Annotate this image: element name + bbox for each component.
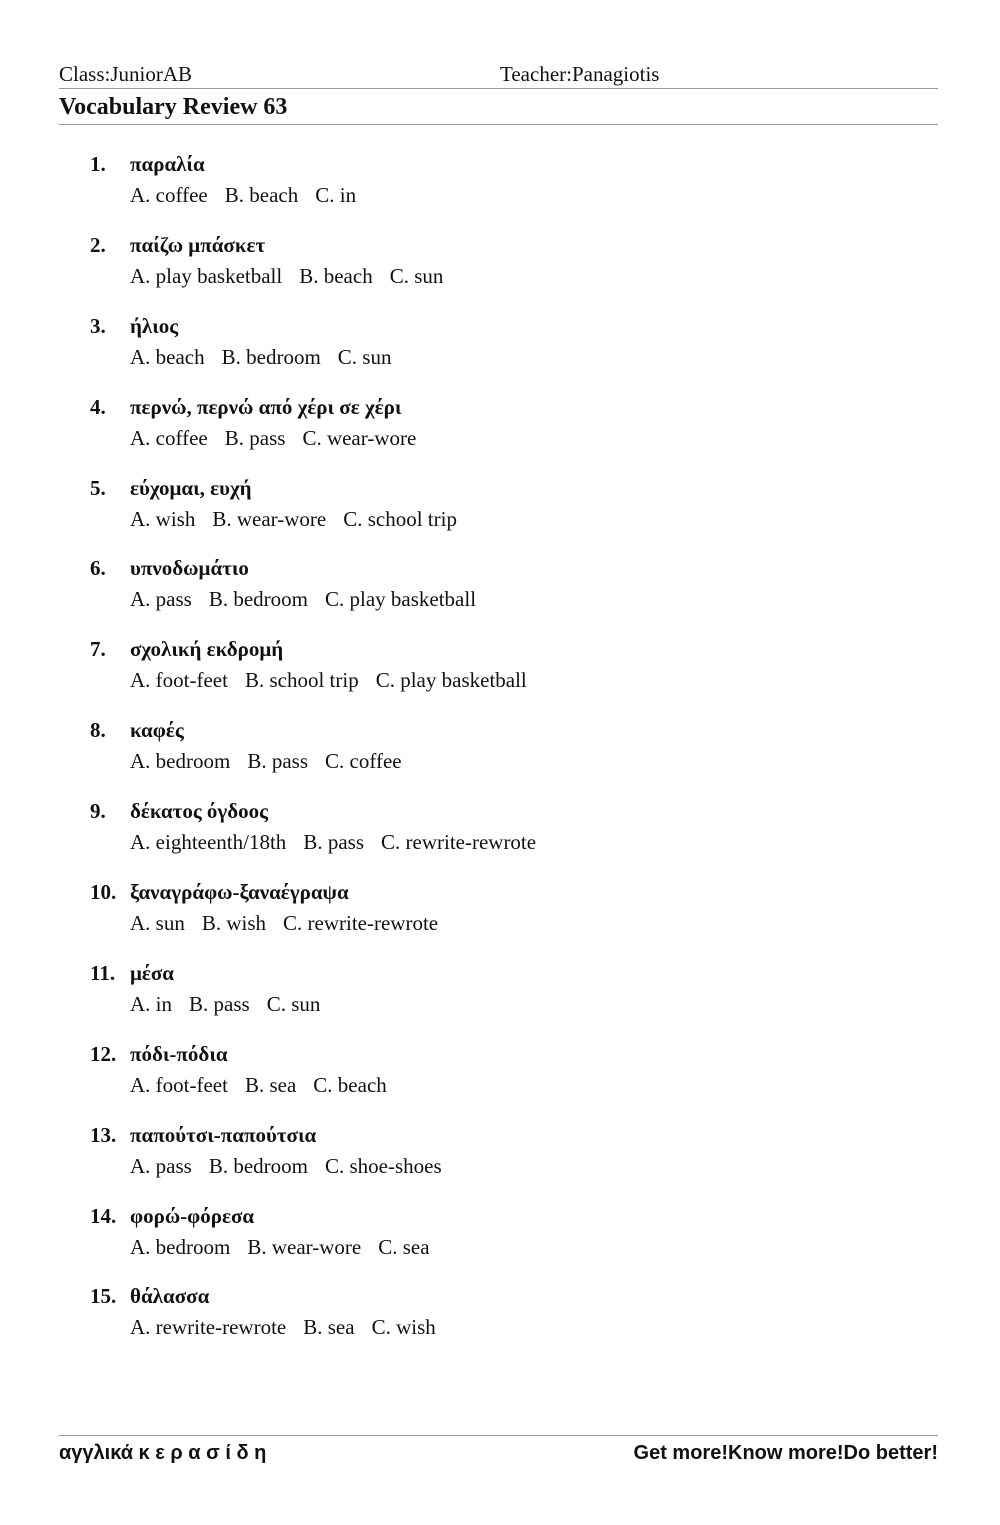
question-number: 11. — [90, 960, 116, 985]
answer-option[interactable]: C. in — [315, 183, 357, 207]
question-item — [90, 635, 790, 716]
question-item — [90, 554, 790, 635]
page-footer — [59, 1435, 938, 1476]
answer-options — [130, 505, 474, 533]
answer-option[interactable]: C. play basketball — [375, 668, 527, 693]
title-bar — [59, 92, 938, 125]
question-number: 4. — [90, 394, 106, 419]
answer-option[interactable]: B. pass — [224, 425, 286, 450]
question-word: δέκατος όγδοος — [130, 799, 269, 824]
answer-option[interactable]: C. beach — [313, 1072, 387, 1097]
answer-option[interactable]: A. eighteenth/18th — [130, 830, 287, 855]
question-item — [90, 1121, 790, 1202]
question-word: καφές — [130, 718, 184, 743]
answer-options — [130, 1152, 459, 1180]
answer-option[interactable]: B. pass — [189, 991, 250, 1016]
answer-option[interactable]: B. wish — [201, 911, 267, 936]
answer-option[interactable]: A. foot-feet — [130, 1072, 228, 1097]
question-number: 9. — [90, 799, 106, 824]
footer-brand: αγγλικά κ ε ρ α σ ί δ η — [59, 1442, 267, 1464]
answer-option[interactable]: B. wear-wore — [247, 1234, 362, 1259]
answer-option[interactable]: C. rewrite-rewrote — [381, 830, 537, 855]
answer-option[interactable]: C. school trip — [343, 506, 457, 531]
question-word: παίζω μπάσκετ — [130, 232, 266, 257]
answer-options — [130, 585, 493, 613]
answer-option[interactable]: A. foot-feet — [130, 668, 228, 693]
question-word: ήλιος — [130, 313, 179, 338]
answer-option[interactable]: A. sun — [130, 911, 185, 936]
question-item — [90, 797, 790, 878]
answer-option[interactable]: A. wish — [130, 506, 196, 531]
answer-option[interactable]: A. beach — [130, 344, 205, 369]
question-word: θάλασσα — [130, 1284, 210, 1309]
answer-options — [130, 990, 337, 1018]
question-item — [90, 312, 790, 393]
question-item — [90, 1040, 790, 1121]
question-number: 8. — [90, 718, 106, 743]
answer-option[interactable]: B. pass — [247, 749, 309, 774]
answer-option[interactable]: B. beach — [299, 263, 373, 288]
answer-option[interactable]: C. shoe-shoes — [325, 1153, 442, 1178]
answer-option[interactable]: C. sun — [337, 344, 392, 369]
question-item — [90, 231, 790, 312]
question-number: 5. — [90, 475, 106, 500]
answer-options — [130, 1233, 447, 1261]
question-number: 13. — [90, 1122, 117, 1147]
question-item — [90, 716, 790, 797]
answer-options — [130, 666, 544, 694]
answer-option[interactable]: A. bedroom — [130, 749, 231, 774]
question-number: 14. — [90, 1203, 117, 1228]
answer-option[interactable]: A. play basketball — [130, 263, 283, 288]
question-number: 2. — [90, 232, 106, 257]
answer-option[interactable]: C. wish — [371, 1315, 436, 1340]
answer-options — [130, 909, 455, 937]
question-item — [90, 1202, 790, 1283]
class-label: Class:JuniorAB — [59, 62, 193, 86]
page-title: Vocabulary Review 63 — [59, 94, 288, 120]
teacher-label: Teacher:Panagiotis — [500, 62, 660, 86]
footer-slogan: Get more!Know more!Do better! — [633, 1442, 938, 1464]
question-item — [90, 150, 790, 231]
answer-option[interactable]: B. bedroom — [208, 1153, 308, 1178]
question-number: 12. — [90, 1041, 117, 1066]
answer-option[interactable]: B. sea — [303, 1315, 355, 1340]
answer-option[interactable]: B. pass — [303, 830, 364, 855]
question-number: 1. — [90, 152, 106, 176]
question-number: 7. — [90, 637, 106, 662]
question-word: ξαναγράφω-ξαναέγραψα — [130, 880, 349, 905]
answer-option[interactable]: C. play basketball — [325, 587, 477, 612]
answer-option[interactable]: A. in — [130, 991, 172, 1016]
answer-option[interactable]: A. coffee — [130, 425, 208, 450]
answer-option[interactable]: A. coffee — [130, 183, 208, 207]
answer-option[interactable]: B. sea — [244, 1072, 297, 1097]
question-word: παπούτσι-παπούτσια — [130, 1122, 317, 1147]
answer-options — [130, 262, 460, 290]
answer-option[interactable]: C. wear-wore — [302, 425, 417, 450]
answer-option[interactable]: A. pass — [130, 587, 192, 612]
question-item — [90, 474, 790, 555]
question-item — [90, 959, 790, 1040]
question-word: μέσα — [130, 960, 175, 985]
answer-option[interactable]: C. sun — [389, 263, 444, 288]
question-word: παραλία — [130, 152, 205, 176]
question-number: 15. — [90, 1284, 117, 1309]
answer-options — [130, 828, 553, 856]
question-word: υπνοδωμάτιο — [130, 556, 249, 581]
question-word: σχολική εκδρομή — [130, 637, 284, 662]
question-word: περνώ, περνώ από χέρι σε χέρι — [130, 394, 402, 419]
question-list — [90, 150, 790, 1363]
answer-option[interactable]: A. rewrite-rewrote — [130, 1315, 287, 1340]
answer-option[interactable]: A. bedroom — [130, 1234, 231, 1259]
question-item — [90, 393, 790, 474]
answer-option[interactable]: B. beach — [224, 183, 299, 207]
question-item — [90, 1282, 790, 1363]
answer-option[interactable]: C. rewrite-rewrote — [283, 911, 439, 936]
question-word: εύχομαι, ευχή — [130, 475, 252, 500]
answer-option[interactable]: C. sea — [378, 1234, 430, 1259]
answer-options — [130, 343, 408, 371]
answer-options — [130, 1071, 404, 1099]
answer-option[interactable]: B. bedroom — [221, 344, 321, 369]
answer-option[interactable]: B. wear-wore — [212, 506, 327, 531]
answer-option[interactable]: C. sun — [266, 991, 321, 1016]
answer-option[interactable]: C. coffee — [325, 749, 402, 774]
question-number: 10. — [90, 880, 117, 905]
answer-options — [130, 424, 433, 452]
question-word: πόδι-πόδια — [130, 1041, 228, 1066]
question-number: 3. — [90, 313, 106, 338]
worksheet-header — [59, 62, 938, 89]
answer-option[interactable]: A. pass — [130, 1153, 192, 1178]
question-item — [90, 878, 790, 959]
answer-option[interactable]: B. bedroom — [208, 587, 308, 612]
answer-options — [130, 1313, 453, 1341]
answer-options — [130, 181, 373, 209]
question-word: φορώ-φόρεσα — [130, 1203, 255, 1228]
question-number: 6. — [90, 556, 106, 581]
answer-options — [130, 747, 419, 775]
answer-option[interactable]: B. school trip — [244, 668, 359, 693]
